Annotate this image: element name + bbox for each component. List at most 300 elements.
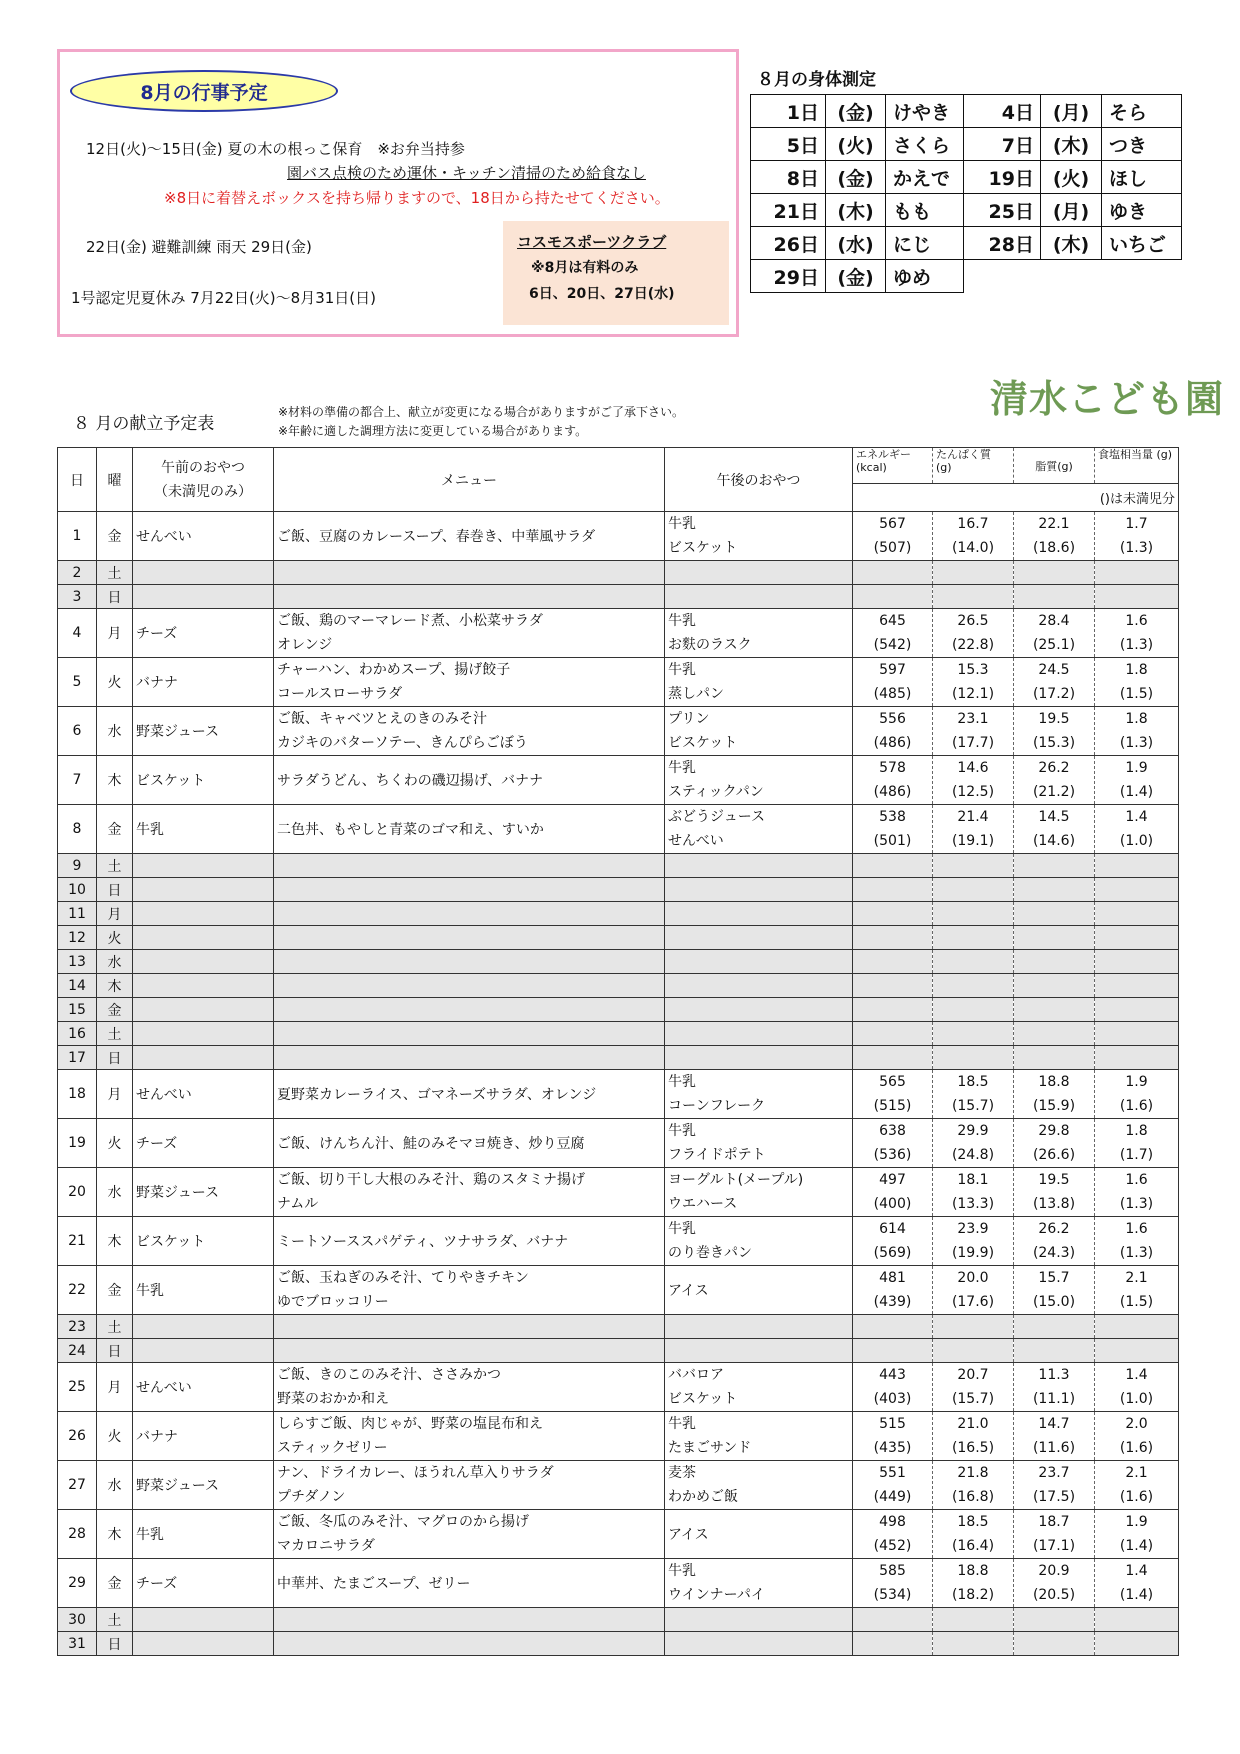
menu-energy-line: 481 [879, 1270, 906, 1286]
menu-pm-snack [665, 902, 853, 926]
menu-fat-line: 15.7 [1038, 1270, 1070, 1286]
menu-fat-line: 19.5 [1038, 1172, 1070, 1188]
menu-dishes-line: ご飯、キャベツとえのきのみそ汁 [277, 711, 487, 727]
menu-salt-line: 2.1 [1125, 1465, 1148, 1481]
menu-protein-line: (14.0) [951, 540, 995, 556]
menu-dishes-line: ゆでブロッコリー [277, 1294, 389, 1310]
menu-am-snack [133, 950, 274, 974]
menu-dishes-line: チャーハン、わかめスープ、揚げ餃子 [277, 662, 511, 678]
menu-pm-snack [665, 1119, 853, 1168]
menu-am-snack: 野菜ジュース [133, 1461, 274, 1510]
menu-fat [1014, 1315, 1095, 1339]
menu-pm-snack-line: 牛乳 [668, 613, 696, 629]
menu-dow: 月 [97, 1070, 133, 1119]
menu-pm-snack-line: 牛乳 [668, 1074, 696, 1090]
header-am-snack-sub: （未満児のみ） [154, 483, 252, 500]
menu-note-cooking: ※年齢に適した調理方法に変更している場合があります。 [278, 424, 588, 438]
menu-pm-snack [665, 1461, 853, 1510]
menu-row [58, 1168, 1179, 1217]
menu-dow: 水 [97, 1461, 133, 1510]
menu-fat-line: 19.5 [1038, 711, 1070, 727]
menu-fat [1014, 998, 1095, 1022]
measurement-day: 21日 [751, 194, 826, 227]
menu-protein [933, 1070, 1014, 1119]
menu-day: 10 [58, 878, 97, 902]
menu-fat-line: (17.1) [1032, 1538, 1076, 1554]
menu-fat-line: 18.8 [1038, 1074, 1070, 1090]
measurement-table-right [963, 94, 1182, 260]
menu-row [58, 1119, 1179, 1168]
menu-salt [1095, 1559, 1179, 1608]
menu-day: 1 [58, 512, 97, 561]
menu-fat-line: (15.0) [1032, 1294, 1076, 1310]
menu-salt-line: (1.0) [1119, 1391, 1154, 1407]
menu-row [58, 1022, 1179, 1046]
measurement-row [964, 95, 1182, 128]
measurement-day: 29日 [751, 260, 826, 293]
menu-salt-line: 1.9 [1125, 760, 1148, 776]
measurement-day: 8日 [751, 161, 826, 194]
menu-fat [1014, 950, 1095, 974]
menu-fat [1014, 1266, 1095, 1315]
menu-fat-line: (13.8) [1032, 1196, 1076, 1212]
event-changing-box-note: ※8日に着替えボックスを持ち帰りますので、18日から持たせてください。 [164, 189, 670, 207]
menu-energy-line: 565 [879, 1074, 906, 1090]
menu-protein [933, 1461, 1014, 1510]
menu-dow: 日 [97, 585, 133, 609]
menu-fat-line: 14.5 [1038, 809, 1070, 825]
menu-salt-line: 1.4 [1125, 1367, 1148, 1383]
menu-pm-snack-line: 牛乳 [668, 516, 696, 532]
menu-pm-snack-line: わかめご飯 [668, 1489, 738, 1505]
menu-energy-line: (435) [873, 1440, 912, 1456]
menu-dow: 火 [97, 658, 133, 707]
menu-energy [853, 1339, 933, 1363]
menu-day: 29 [58, 1559, 97, 1608]
menu-salt [1095, 1315, 1179, 1339]
menu-fat-line: (20.5) [1032, 1587, 1076, 1603]
menu-protein-line: (16.5) [951, 1440, 995, 1456]
menu-salt [1095, 609, 1179, 658]
measurement-cls: もも [886, 194, 964, 227]
header-energy: エネルギー (kcal) [853, 448, 933, 484]
menu-fat-line: (18.6) [1032, 540, 1076, 556]
menu-am-snack: せんべい [133, 1070, 274, 1119]
menu-dow: 日 [97, 878, 133, 902]
menu-pm-snack: アイス [665, 1510, 853, 1559]
menu-day: 21 [58, 1217, 97, 1266]
menu-fat-line: 29.8 [1038, 1123, 1070, 1139]
measurement-row [964, 194, 1182, 227]
measurement-row [751, 161, 964, 194]
menu-fat-line: (14.6) [1032, 833, 1076, 849]
measurement-day: 26日 [751, 227, 826, 260]
menu-salt-line: (1.6) [1119, 1440, 1154, 1456]
menu-salt [1095, 1217, 1179, 1266]
menu-energy [853, 1363, 933, 1412]
sports-club-note: ※8月は有料のみ [531, 260, 639, 276]
measurement-dow: (火) [826, 128, 886, 161]
menu-pm-snack-line: お麩のラスク [668, 637, 752, 653]
menu-fat-line: 26.2 [1038, 1221, 1070, 1237]
menu-salt-line: 1.6 [1125, 613, 1148, 629]
measurement-row [751, 227, 964, 260]
menu-am-snack: ビスケット [133, 756, 274, 805]
menu-energy [853, 512, 933, 561]
menu-fat [1014, 1022, 1095, 1046]
menu-day: 24 [58, 1339, 97, 1363]
menu-protein [933, 854, 1014, 878]
menu-row [58, 1412, 1179, 1461]
menu-row [58, 998, 1179, 1022]
menu-protein-line: (16.4) [951, 1538, 995, 1554]
menu-fat-line: (17.5) [1032, 1489, 1076, 1505]
menu-salt [1095, 1608, 1179, 1632]
menu-energy [853, 998, 933, 1022]
menu-dishes [274, 854, 665, 878]
measurement-cls: にじ [886, 227, 964, 260]
menu-row [58, 974, 1179, 998]
menu-salt-line: (1.7) [1119, 1147, 1154, 1163]
menu-dow: 月 [97, 1363, 133, 1412]
menu-energy-line: 538 [879, 809, 906, 825]
menu-protein [933, 1315, 1014, 1339]
menu-day: 20 [58, 1168, 97, 1217]
menu-pm-snack-line: 牛乳 [668, 1221, 696, 1237]
menu-fat [1014, 658, 1095, 707]
menu-energy [853, 1412, 933, 1461]
menu-dow: 土 [97, 1315, 133, 1339]
menu-day: 13 [58, 950, 97, 974]
menu-pm-snack-line: 牛乳 [668, 1563, 696, 1579]
menu-salt [1095, 1363, 1179, 1412]
sports-club-name: コスモスポーツクラブ [517, 233, 667, 251]
menu-am-snack: バナナ [133, 1412, 274, 1461]
menu-am-snack [133, 1608, 274, 1632]
menu-salt [1095, 926, 1179, 950]
menu-protein-line: (22.8) [951, 637, 995, 653]
menu-energy-line: 645 [879, 613, 906, 629]
measurement-dow: (火) [1041, 161, 1102, 194]
measurement-day: 1日 [751, 95, 826, 128]
menu-dishes-line: ご飯、きのこのみそ汁、ささみかつ [277, 1367, 501, 1383]
menu-energy-line: 567 [879, 516, 906, 532]
menu-energy [853, 609, 933, 658]
menu-fat [1014, 1168, 1095, 1217]
menu-salt [1095, 585, 1179, 609]
menu-energy [853, 658, 933, 707]
menu-protein [933, 1412, 1014, 1461]
menu-salt [1095, 1022, 1179, 1046]
menu-dishes-line: ナン、ドライカレー、ほうれん草入りサラダ [277, 1465, 554, 1481]
menu-protein [933, 609, 1014, 658]
menu-protein [933, 707, 1014, 756]
menu-row [58, 512, 1179, 561]
menu-dow: 土 [97, 854, 133, 878]
menu-note-change: ※材料の準備の都合上、献立が変更になる場合がありますがご了承下さい。 [278, 405, 685, 419]
measurement-title: ８月の身体測定 [757, 70, 876, 90]
menu-row [58, 950, 1179, 974]
menu-dishes [274, 1022, 665, 1046]
measurement-table-left [750, 94, 964, 293]
menu-am-snack: せんべい [133, 1363, 274, 1412]
menu-protein [933, 998, 1014, 1022]
menu-dow: 日 [97, 1632, 133, 1656]
menu-day: 16 [58, 1022, 97, 1046]
measurement-cls: ゆめ [886, 260, 964, 293]
menu-protein-line: 21.8 [957, 1465, 989, 1481]
menu-row [58, 1608, 1179, 1632]
menu-energy-line: 585 [879, 1563, 906, 1579]
measurement-dow: (月) [1041, 194, 1102, 227]
menu-dow: 火 [97, 926, 133, 950]
menu-energy [853, 974, 933, 998]
menu-dow: 金 [97, 512, 133, 561]
menu-day: 25 [58, 1363, 97, 1412]
menu-fat-line: 20.9 [1038, 1563, 1070, 1579]
menu-am-snack [133, 926, 274, 950]
menu-energy [853, 756, 933, 805]
measurement-dow: (水) [826, 227, 886, 260]
menu-am-snack [133, 1046, 274, 1070]
menu-dow: 日 [97, 1339, 133, 1363]
menu-pm-snack-line: スティックパン [668, 784, 764, 800]
menu-salt [1095, 1461, 1179, 1510]
menu-salt-line: (1.6) [1119, 1489, 1154, 1505]
menu-dishes [274, 1608, 665, 1632]
menu-dishes [274, 878, 665, 902]
menu-energy-line: (449) [873, 1489, 912, 1505]
menu-energy-line: (400) [873, 1196, 912, 1212]
menu-dow: 木 [97, 1510, 133, 1559]
menu-protein-line: (19.1) [951, 833, 995, 849]
menu-pm-snack [665, 926, 853, 950]
menu-energy [853, 1559, 933, 1608]
menu-protein [933, 1119, 1014, 1168]
menu-day: 6 [58, 707, 97, 756]
menu-am-snack: チーズ [133, 609, 274, 658]
menu-fat [1014, 805, 1095, 854]
menu-dow: 水 [97, 1168, 133, 1217]
menu-pm-snack [665, 974, 853, 998]
menu-energy-line: (439) [873, 1294, 912, 1310]
menu-pm-snack [665, 512, 853, 561]
menu-pm-snack [665, 998, 853, 1022]
menu-protein [933, 1363, 1014, 1412]
menu-am-snack: 牛乳 [133, 1510, 274, 1559]
menu-row [58, 1266, 1179, 1315]
menu-day: 18 [58, 1070, 97, 1119]
menu-fat [1014, 1217, 1095, 1266]
menu-pm-snack [665, 1315, 853, 1339]
menu-am-snack [133, 585, 274, 609]
menu-am-snack [133, 902, 274, 926]
menu-am-snack [133, 878, 274, 902]
menu-dow: 金 [97, 998, 133, 1022]
menu-am-snack [133, 1315, 274, 1339]
header-protein: たんぱく質 (g) [933, 448, 1014, 484]
menu-protein-line: 26.5 [957, 613, 989, 629]
menu-protein-line: (15.7) [951, 1391, 995, 1407]
menu-fat [1014, 1632, 1095, 1656]
header-salt: 食塩相当量 (g) [1095, 448, 1179, 484]
measurement-dow: (金) [826, 260, 886, 293]
menu-am-snack [133, 1022, 274, 1046]
measurement-cls: そら [1102, 95, 1182, 128]
header-pm-snack: 午後のおやつ [665, 448, 853, 512]
measurement-day: 28日 [964, 227, 1041, 260]
menu-row [58, 1461, 1179, 1510]
menu-pm-snack [665, 658, 853, 707]
menu-protein-line: (12.1) [951, 686, 995, 702]
menu-protein [933, 1559, 1014, 1608]
menu-pm-snack [665, 1363, 853, 1412]
menu-energy [853, 561, 933, 585]
menu-salt-line: (1.3) [1119, 637, 1154, 653]
menu-salt-line: (1.4) [1119, 1587, 1154, 1603]
menu-fat [1014, 1559, 1095, 1608]
menu-fat-line: (17.2) [1032, 686, 1076, 702]
menu-salt [1095, 1339, 1179, 1363]
menu-row [58, 902, 1179, 926]
menu-dishes-line: オレンジ [277, 637, 333, 653]
menu-fat [1014, 1412, 1095, 1461]
menu-energy [853, 707, 933, 756]
menu-am-snack: チーズ [133, 1559, 274, 1608]
menu-salt-line: 1.7 [1125, 516, 1148, 532]
menu-pm-snack-line: ビスケット [668, 1391, 738, 1407]
menu-dishes-line: 野菜のおかか和え [277, 1391, 389, 1407]
menu-dow: 土 [97, 1608, 133, 1632]
menu-protein [933, 1046, 1014, 1070]
menu-row [58, 1315, 1179, 1339]
menu-pm-snack-line: ぶどうジュース [668, 809, 766, 825]
menu-protein-line: 20.7 [957, 1367, 989, 1383]
menu-fat [1014, 1363, 1095, 1412]
menu-salt [1095, 707, 1179, 756]
menu-pm-snack [665, 1046, 853, 1070]
menu-row [58, 1510, 1179, 1559]
menu-salt-line: (1.0) [1119, 833, 1154, 849]
menu-day: 14 [58, 974, 97, 998]
menu-am-snack [133, 1632, 274, 1656]
menu-pm-snack [665, 1168, 853, 1217]
menu-dow: 土 [97, 561, 133, 585]
menu-protein-line: (16.8) [951, 1489, 995, 1505]
menu-energy [853, 1266, 933, 1315]
menu-pm-snack [665, 1217, 853, 1266]
menu-dishes [274, 1046, 665, 1070]
menu-salt [1095, 512, 1179, 561]
menu-pm-snack-line: ヨーグルト(メープル) [668, 1172, 804, 1188]
event-evacuation-drill: 22日(金) 避難訓練 雨天 29日(金) [86, 238, 312, 256]
menu-dishes [274, 950, 665, 974]
menu-fat [1014, 1119, 1095, 1168]
menu-fat-line: (15.3) [1032, 735, 1076, 751]
menu-day: 4 [58, 609, 97, 658]
menu-fat-line: 11.3 [1038, 1367, 1070, 1383]
menu-protein [933, 926, 1014, 950]
menu-dishes [274, 1412, 665, 1461]
menu-protein-line: 23.9 [957, 1221, 989, 1237]
menu-dishes-line: プチダノン [277, 1489, 346, 1505]
menu-salt-line: 1.6 [1125, 1221, 1148, 1237]
menu-protein-line: (17.7) [951, 735, 995, 751]
menu-protein-line: 18.8 [957, 1563, 989, 1579]
menu-fat [1014, 926, 1095, 950]
menu-fat-line: 24.5 [1038, 662, 1070, 678]
menu-dishes-line: ご飯、冬瓜のみそ汁、マグロのから揚げ [277, 1514, 529, 1530]
header-dow: 曜 [97, 448, 133, 512]
menu-energy-line: (534) [873, 1587, 912, 1603]
menu-salt-line: (1.5) [1119, 1294, 1154, 1310]
menu-pm-snack [665, 805, 853, 854]
menu-dow: 日 [97, 1046, 133, 1070]
menu-fat [1014, 512, 1095, 561]
measurement-day: 5日 [751, 128, 826, 161]
menu-salt [1095, 1266, 1179, 1315]
menu-energy-line: (403) [873, 1391, 912, 1407]
menu-pm-snack-line: たまごサンド [668, 1440, 752, 1456]
measurement-day: 7日 [964, 128, 1041, 161]
menu-salt-line: (1.3) [1119, 540, 1154, 556]
menu-energy-line: (569) [873, 1245, 912, 1261]
menu-protein [933, 1632, 1014, 1656]
menu-salt [1095, 950, 1179, 974]
menu-am-snack: 野菜ジュース [133, 707, 274, 756]
menu-fat [1014, 854, 1095, 878]
menu-salt [1095, 902, 1179, 926]
menu-salt [1095, 1168, 1179, 1217]
menu-protein-line: 20.0 [957, 1270, 989, 1286]
measurement-row [751, 194, 964, 227]
menu-salt [1095, 756, 1179, 805]
event-summer-break: 1号認定児夏休み 7月22日(火)～8月31日(日) [71, 289, 376, 307]
menu-dishes [274, 1315, 665, 1339]
menu-protein-line: 15.3 [957, 662, 989, 678]
menu-salt-line: 1.4 [1125, 1563, 1148, 1579]
menu-protein [933, 950, 1014, 974]
measurement-row [751, 260, 964, 293]
menu-energy-line: (542) [873, 637, 912, 653]
menu-day: 2 [58, 561, 97, 585]
menu-energy-line: 498 [879, 1514, 906, 1530]
measurement-row [964, 161, 1182, 194]
menu-protein [933, 1266, 1014, 1315]
menu-pm-snack-line: 麦茶 [668, 1465, 696, 1481]
menu-salt-line: (1.5) [1119, 686, 1154, 702]
menu-day: 30 [58, 1608, 97, 1632]
measurement-dow: (木) [826, 194, 886, 227]
menu-salt [1095, 998, 1179, 1022]
menu-dishes [274, 926, 665, 950]
menu-fat [1014, 902, 1095, 926]
menu-day: 11 [58, 902, 97, 926]
menu-fat-line: (26.6) [1032, 1147, 1076, 1163]
menu-row [58, 1363, 1179, 1412]
menu-dishes [274, 1632, 665, 1656]
menu-energy [853, 878, 933, 902]
menu-header-row [58, 448, 1179, 484]
menu-energy [853, 585, 933, 609]
menu-pm-snack-line: ビスケット [668, 540, 738, 556]
menu-pm-snack: アイス [665, 1266, 853, 1315]
menu-protein [933, 512, 1014, 561]
menu-dishes: 中華丼、たまごスープ、ゼリー [274, 1559, 665, 1608]
menu-salt-line: (1.3) [1119, 735, 1154, 751]
menu-energy-line: 578 [879, 760, 906, 776]
menu-salt-line: 1.9 [1125, 1074, 1148, 1090]
